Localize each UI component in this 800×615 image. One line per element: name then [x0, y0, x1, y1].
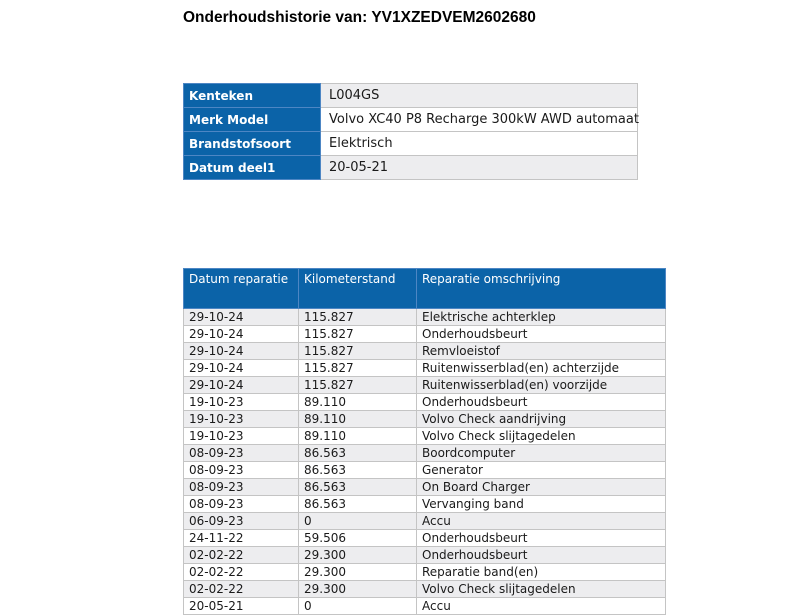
history-date-cell: 08-09-23 [184, 462, 299, 479]
history-km-cell: 89.110 [299, 411, 417, 428]
history-date-cell: 19-10-23 [184, 428, 299, 445]
info-row [184, 132, 638, 156]
history-table-body [184, 309, 666, 615]
history-date-cell: 29-10-24 [184, 360, 299, 377]
info-value: L004GS [321, 84, 638, 108]
history-description-cell: Volvo Check slijtagedelen [417, 428, 666, 445]
history-date-cell: 02-02-22 [184, 564, 299, 581]
vehicle-info-table [183, 83, 638, 180]
history-row [184, 564, 666, 581]
history-row [184, 309, 666, 326]
history-row [184, 530, 666, 547]
history-date-cell: 08-09-23 [184, 445, 299, 462]
history-date-cell: 06-09-23 [184, 513, 299, 530]
history-row [184, 326, 666, 343]
history-km-cell: 86.563 [299, 496, 417, 513]
history-date-cell: 29-10-24 [184, 377, 299, 394]
info-label: Brandstofsoort [184, 132, 321, 156]
history-km-cell: 115.827 [299, 309, 417, 326]
history-km-cell: 86.563 [299, 479, 417, 496]
header-reparatie-omschrijving: Reparatie omschrijving [417, 269, 666, 309]
history-header-row [184, 269, 666, 309]
history-km-cell: 86.563 [299, 445, 417, 462]
info-value: Volvo XC40 P8 Recharge 300kW AWD automaat [321, 108, 638, 132]
history-date-cell: 19-10-23 [184, 394, 299, 411]
info-label: Datum deel1 [184, 156, 321, 180]
history-date-cell: 08-09-23 [184, 479, 299, 496]
info-row [184, 156, 638, 180]
page-title: Onderhoudshistorie van: YV1XZEDVEM2602680 [183, 9, 536, 26]
info-label: Merk Model [184, 108, 321, 132]
history-km-cell: 89.110 [299, 428, 417, 445]
history-description-cell: Accu [417, 598, 666, 615]
history-date-cell: 24-11-22 [184, 530, 299, 547]
header-datum-reparatie: Datum reparatie [184, 269, 299, 309]
history-description-cell: Onderhoudsbeurt [417, 394, 666, 411]
history-row [184, 462, 666, 479]
history-row [184, 411, 666, 428]
history-description-cell: Boordcomputer [417, 445, 666, 462]
history-description-cell: Accu [417, 513, 666, 530]
history-row [184, 547, 666, 564]
history-description-cell: Elektrische achterklep [417, 309, 666, 326]
history-date-cell: 02-02-22 [184, 581, 299, 598]
history-date-cell: 02-02-22 [184, 547, 299, 564]
history-table-header [184, 269, 666, 309]
history-row [184, 496, 666, 513]
history-date-cell: 08-09-23 [184, 496, 299, 513]
history-km-cell: 59.506 [299, 530, 417, 547]
history-description-cell: Onderhoudsbeurt [417, 326, 666, 343]
vehicle-info-table-body [184, 84, 638, 180]
history-description-cell: Volvo Check slijtagedelen [417, 581, 666, 598]
history-row [184, 428, 666, 445]
history-row [184, 581, 666, 598]
history-date-cell: 29-10-24 [184, 326, 299, 343]
history-description-cell: Generator [417, 462, 666, 479]
history-km-cell: 86.563 [299, 462, 417, 479]
history-description-cell: Ruitenwisserblad(en) achterzijde [417, 360, 666, 377]
info-value: Elektrisch [321, 132, 638, 156]
history-description-cell: Vervanging band [417, 496, 666, 513]
header-kilometerstand: Kilometerstand [299, 269, 417, 309]
history-description-cell: Remvloeistof [417, 343, 666, 360]
history-row [184, 479, 666, 496]
history-km-cell: 89.110 [299, 394, 417, 411]
history-description-cell: Onderhoudsbeurt [417, 547, 666, 564]
history-km-cell: 29.300 [299, 581, 417, 598]
history-description-cell: Reparatie band(en) [417, 564, 666, 581]
info-row [184, 108, 638, 132]
history-km-cell: 115.827 [299, 360, 417, 377]
maintenance-history-table [183, 268, 666, 615]
history-description-cell: Ruitenwisserblad(en) voorzijde [417, 377, 666, 394]
history-km-cell: 0 [299, 513, 417, 530]
history-row [184, 513, 666, 530]
history-km-cell: 115.827 [299, 326, 417, 343]
info-value: 20-05-21 [321, 156, 638, 180]
history-row [184, 394, 666, 411]
history-km-cell: 29.300 [299, 564, 417, 581]
history-description-cell: On Board Charger [417, 479, 666, 496]
history-description-cell: Onderhoudsbeurt [417, 530, 666, 547]
info-label: Kenteken [184, 84, 321, 108]
history-row [184, 377, 666, 394]
history-row [184, 445, 666, 462]
history-km-cell: 0 [299, 598, 417, 615]
history-row [184, 360, 666, 377]
history-date-cell: 19-10-23 [184, 411, 299, 428]
history-date-cell: 29-10-24 [184, 309, 299, 326]
history-km-cell: 29.300 [299, 547, 417, 564]
info-row [184, 84, 638, 108]
history-km-cell: 115.827 [299, 343, 417, 360]
history-row [184, 598, 666, 615]
history-row [184, 343, 666, 360]
history-date-cell: 20-05-21 [184, 598, 299, 615]
history-km-cell: 115.827 [299, 377, 417, 394]
history-description-cell: Volvo Check aandrijving [417, 411, 666, 428]
history-date-cell: 29-10-24 [184, 343, 299, 360]
